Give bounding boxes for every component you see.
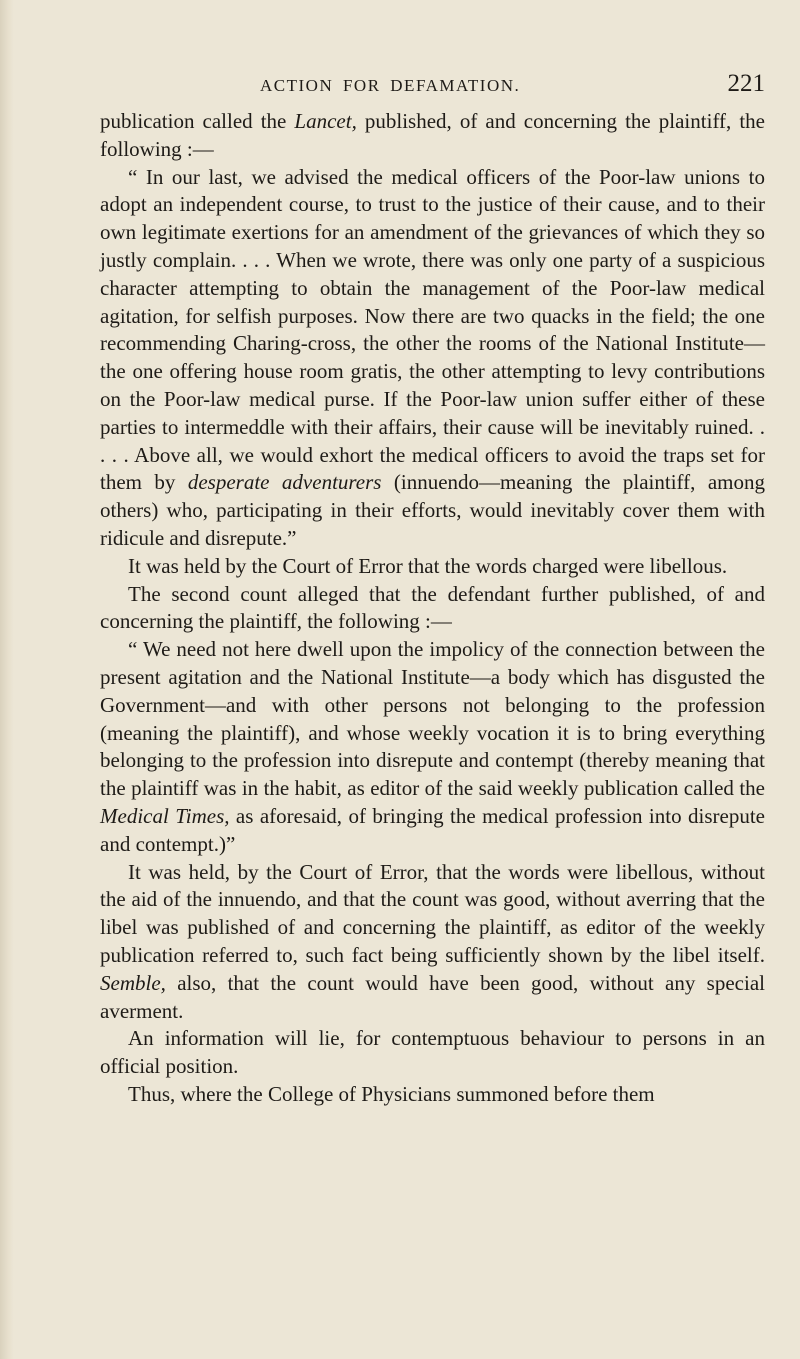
italic-text: Medical Times,	[100, 803, 230, 828]
page-edge-shadow	[0, 0, 14, 1359]
text-run: (innuendo—meaning the plaintiff, among others) who, participating in their efforts, would inevitably cover them with ridicule and disrepute.”	[100, 470, 765, 550]
paragraph-p4	[100, 581, 765, 637]
page-header	[100, 70, 765, 100]
paragraph-p1	[100, 108, 765, 164]
paragraph-p6	[100, 859, 765, 1026]
text-run: An information will lie, for contemptuous behaviour to persons in an official position.	[100, 1026, 765, 1079]
paragraph-p8	[100, 1081, 765, 1109]
text-run: Thus, where the College of Physicians summoned before them	[128, 1081, 655, 1106]
italic-text: desperate adventurers	[187, 470, 382, 495]
text-run: It was held by the Court of Error that the words charged were libellous.	[128, 553, 728, 578]
text-run: published, of and concerning the plaintiff, the following :—	[100, 109, 765, 161]
running-head: ACTION FOR DEFAMATION.	[260, 76, 521, 95]
italic-text: Semble,	[100, 970, 166, 995]
text-run: as aforesaid, of bringing the medical profession into disrepute and contempt.)”	[100, 803, 765, 856]
paragraph-p5	[100, 636, 765, 858]
paragraph-p3	[100, 553, 765, 581]
text-run: “ In our last, we advised the medical officers of the Poor-law unions to adopt an independent course, to trust to the justice of their cause, and to their own legitimate exertions for an amendment of the grievances of which they so justly complain. . . . When we wrote, there was only one party of a suspicious character attempting to obtain the management of the Poor-law medical agitation, for selfish purposes. Now there are two quacks in the field; the one recommending Charing-cross, the other the rooms of the National Institute—the one offering house room gratis, the other attempting to levy contributions on the Poor-law medical purse. If the Poor-law union suffer either of these parties to intermeddle with their affairs, their cause will be inevitably ruined. . . . . Above all, we would exhort the medical officers to avoid the traps set for them by	[100, 164, 765, 495]
italic-text: Lancet,	[294, 109, 357, 133]
body-text	[100, 108, 765, 1109]
text-run: also, that the count would have been good, without any special averment.	[100, 970, 765, 1023]
text-run: The second count alleged that the defendant further published, of and concerning the plaintiff, the following :—	[100, 581, 765, 634]
page-number: 221	[727, 70, 765, 97]
text-run: publication called the	[100, 109, 295, 133]
text-run: It was held, by the Court of Error, that the words were libellous, without the aid of the innuendo, and that the count was good, without averring that the libel was published of and concerning the plaintiff, as editor of the weekly publication referred to, such fact being sufficiently shown by the libel itself.	[100, 859, 765, 967]
paragraph-p7	[100, 1025, 765, 1081]
text-run: “ We need not here dwell upon the impolicy of the connection between the present agitation and the National Institute—a body which has disgusted the Government—and with other persons not belonging to the profession (meaning the plaintiff), and whose weekly vocation it is to bring everything belonging to the profession into disrepute and contempt (thereby meaning that the plaintiff was in the habit, as editor of the said weekly publication called the	[100, 637, 765, 801]
paragraph-p2	[100, 164, 765, 553]
